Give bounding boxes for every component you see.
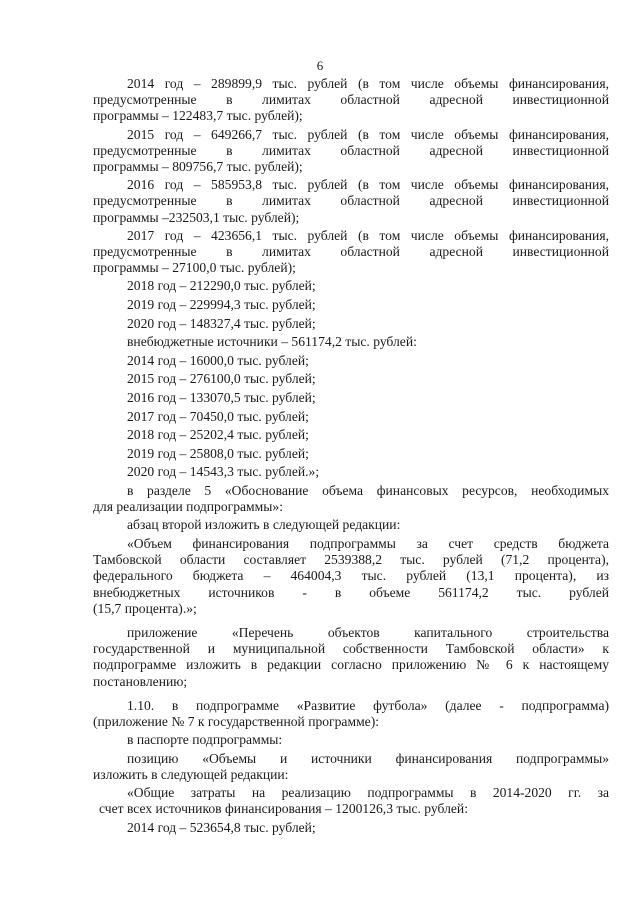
text-line: в разделе 5 «Обоснование объема финансовых ресурсов, необходимых: [127, 482, 609, 498]
text-line: программы – 27100,0 тыс. рублей);: [93, 260, 296, 276]
text-line: постановлению;: [93, 673, 188, 689]
paragraph-abzac: абзац второй изложить в следующей редакции:: [127, 517, 401, 533]
text-line: 2016 год – 585953,8 тыс. рублей (в том числе объемы финансирования,: [127, 177, 609, 193]
page-number: 6: [316, 58, 324, 73]
text-line: позицию «Объемы и источники финансирования подпрограммы»: [127, 750, 609, 766]
text-line: для реализации подпрограммы»:: [93, 499, 283, 515]
text-line: предусмотренные в лимитах областной адресной инвестиционной: [93, 244, 609, 260]
list-item-extra-2018: 2018 год – 25202,4 тыс. рублей;: [127, 427, 309, 443]
text-line: программы – 809756,7 тыс. рублей);: [93, 159, 303, 175]
text-line: изложить в следующей редакции:: [93, 767, 289, 782]
list-item-extra-2019: 2019 год – 25808,0 тыс. рублей;: [127, 445, 309, 461]
paragraph-item-1-10: [93, 698, 609, 730]
text-line: предусмотренные в лимитах областной адресной инвестиционной: [93, 92, 609, 108]
paragraph-2016-funding: [93, 177, 609, 226]
text-line: программы – 122483,7 тыс. рублей);: [93, 108, 303, 124]
list-item-2020: 2020 год – 148327,4 тыс. рублей;: [127, 315, 316, 331]
text-line: «Общие затраты на реализацию подпрограммы в 2014-2020 гг. за: [127, 785, 609, 801]
text-line: 2014 год – 289899,9 тыс. рублей (в том числе объемы финансирования,: [127, 76, 609, 91]
list-item-2018: 2018 год – 212290,0 тыс. рублей;: [127, 278, 316, 294]
text-line: внебюджетных источников - в объеме 561174,2 тыс. рублей: [93, 584, 609, 600]
paragraph-total-costs: [93, 785, 609, 817]
paragraph-financing-quote: [93, 536, 609, 617]
text-line: 1.10. в подпрограмме «Развитие футбола» (далее - подпрограмма): [127, 697, 609, 713]
text-line: государственной и муниципальной собственности Тамбовской области» к: [93, 641, 609, 657]
list-item-extra-2016: 2016 год – 133070,5 тыс. рублей;: [127, 390, 316, 405]
text-line: программы –232503,1 тыс. рублей);: [93, 209, 300, 225]
list-item-extra-2014: 2014 год – 16000,0 тыс. рублей;: [127, 352, 309, 368]
list-item-extra-2017: 2017 год – 70450,0 тыс. рублей;: [127, 408, 309, 424]
list-item-football-2014: 2014 год – 523654,8 тыс. рублей;: [127, 819, 316, 835]
text-line: 2015 год – 649266,7 тыс. рублей (в том числе объемы финансирования,: [127, 126, 609, 142]
list-item-extra-2015: 2015 год – 276100,0 тыс. рублей;: [127, 371, 316, 387]
text-line: предусмотренные в лимитах областной адресной инвестиционной: [93, 142, 609, 158]
paragraph-2017-funding: [93, 228, 609, 277]
paragraph-2014-funding: [93, 76, 609, 125]
paragraph-2015-funding: [93, 127, 609, 176]
text-line: Тамбовской области составляет 2539388,2 тыс. рублей (71,2 процента),: [93, 552, 609, 568]
text-line: приложение «Перечень объектов капитального строительства: [127, 624, 609, 640]
text-line: федерального бюджета – 464004,3 тыс. рублей (13,1 процента), из: [93, 568, 609, 584]
list-item-extra-2020: 2020 год – 14543,3 тыс. рублей.»;: [127, 464, 320, 480]
text-line: счет всех источников финансирования – 1200126,3 тыс. рублей:: [99, 801, 468, 817]
paragraph-position: [93, 751, 609, 783]
text-line: (приложение № 7 к государственной программе):: [93, 714, 380, 729]
text-line: подпрограмме изложить в редакции согласно приложению № 6 к настоящему: [93, 657, 609, 673]
text-line: предусмотренные в лимитах областной адресной инвестиционной: [93, 193, 609, 209]
text-line: (15,7 процента).»;: [93, 600, 197, 616]
paragraph-appendix: [93, 625, 609, 690]
extra-budget-title: внебюджетные источники – 561174,2 тыс. рублей:: [127, 334, 417, 350]
text-line: 2017 год – 423656,1 тыс. рублей (в том числе объемы финансирования,: [127, 227, 609, 243]
text-line: «Объем финансирования подпрограммы за счет средств бюджета: [127, 535, 609, 551]
paragraph-section5: [93, 483, 609, 515]
document-body: [93, 76, 609, 838]
list-item-2019: 2019 год – 229994,3 тыс. рублей;: [127, 297, 316, 313]
paragraph-passport: в паспорте подпрограммы:: [127, 732, 283, 748]
